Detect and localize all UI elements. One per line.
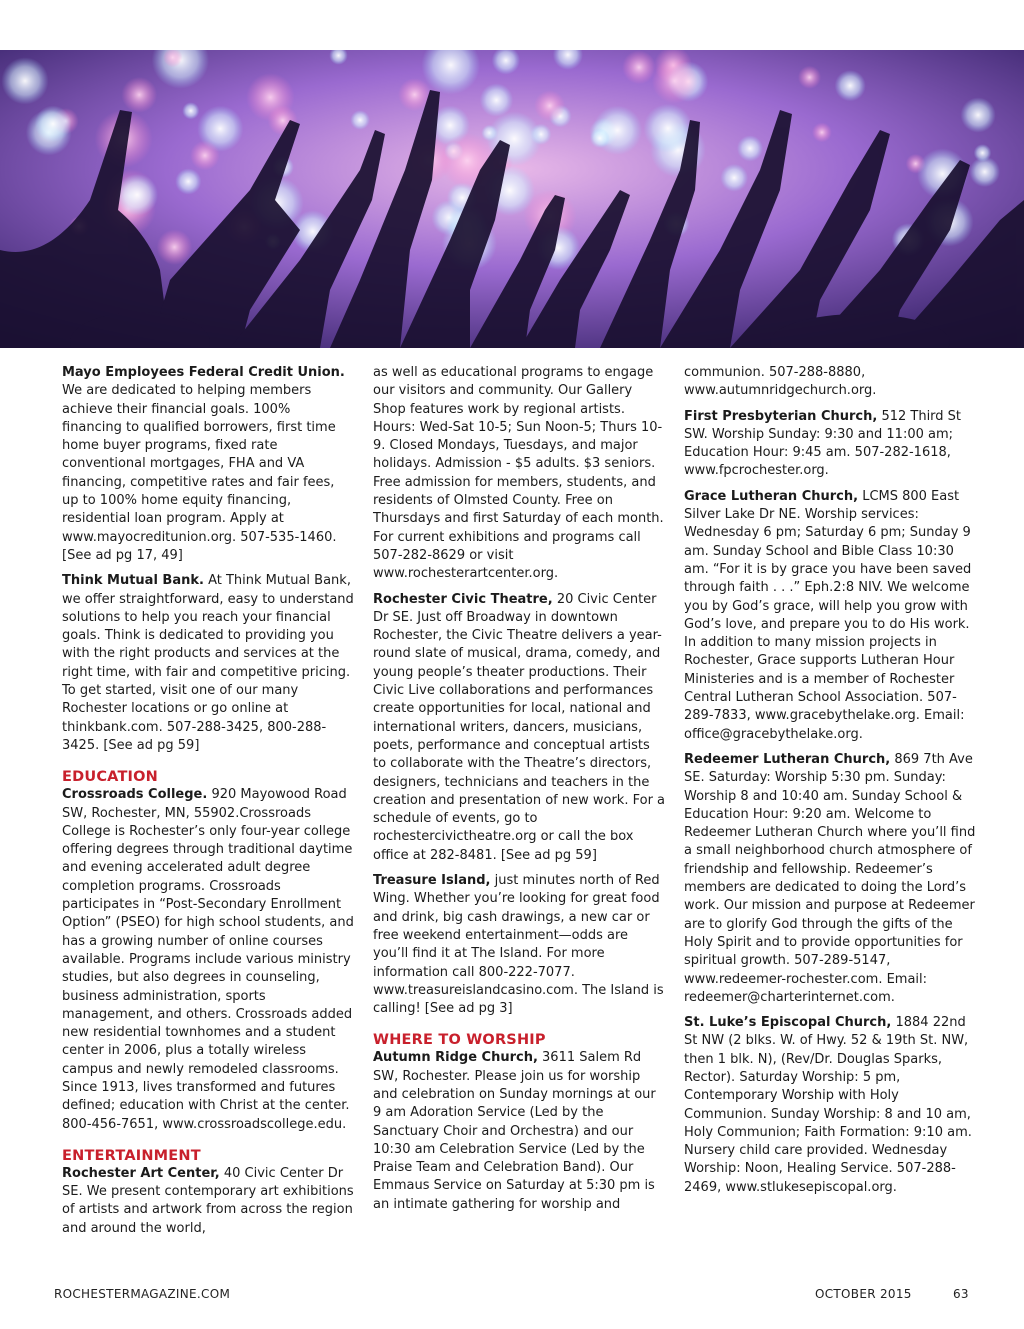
listing-name: St. Luke’s Episcopal Church, <box>684 1015 892 1031</box>
column-3 <box>684 364 976 1204</box>
listing-entry <box>373 591 665 865</box>
listing-entry <box>373 364 665 584</box>
listing-entry <box>684 1014 976 1197</box>
section-heading: WHERE TO WORSHIP <box>373 1032 546 1049</box>
listing-name: Rochester Civic Theatre, <box>373 591 553 607</box>
listing-name: Treasure Island, <box>373 873 491 889</box>
listing-text: LCMS 800 East Silver Lake Dr NE. Worship services: Wednesday 6 pm; Saturday 6 pm; Sunday 9 am. Sunday School and Bible Class 10:30 am. “For it is by grace you have been saved through faith . . .” Eph.2:8 NIV. We welcome you by God’s grace, will help you grow with God’s love, and prepare you to do His work. In addition to many mission projects in Rochester, Grace supports Lutheran Hour Ministeries and is a member of Rochester Central Lutheran School Association. 507-289-7833, www.gracebythelake.org. Email: office@gracebythelake.org. <box>684 488 972 742</box>
listing-name: Rochester Art Center, <box>62 1165 220 1181</box>
listing-text: 869 7th Ave SE. Saturday: Worship 5:30 pm. Sunday: Worship 8 and 10:40 am. Sunday School & Education Hour: 9:20 am. Welcome to Redeemer Lutheran Church where you’ll find a small neighborhood church atmosphere of friendship and fellowship. Redeemer’s members are dedicated to doing the Lord’s work. Our mission and purpose at Redeemer are to glorify God through the gifts of the Holy Spirit and to provide opportunities for spiritual growth. 507-289-5147, www.redeemer-rochester.com. Email: redeemer@charterinternet.com. <box>684 751 976 1005</box>
listing-entry <box>62 1165 354 1238</box>
listing-text: 40 Civic Center Dr SE. We present contemporary art exhibitions of artists and artwork from across the region and around the world, <box>62 1165 354 1236</box>
listing-text: 512 Third St SW. Worship Sunday: 9:30 and 11:00 am; Education Hour: 9:45 am. 507-282-1618, www.fpcrochester.org. <box>684 408 962 479</box>
listing-entry <box>62 364 354 565</box>
listing-name: Autumn Ridge Church, <box>373 1050 538 1066</box>
listing-text: 3611 Salem Rd SW, Rochester. Please join us for worship and celebration on Sunday mornings at our 9 am Adoration Service (Led by the Sanctuary Choir and Orchestra) and our 10:30 am Celebration Service (Led by the Praise Team and Celebration Band). Our Emmaus Service on Saturday at 5:30 pm is an intimate gathering for worship and <box>373 1050 656 1212</box>
listing-text: as well as educational programs to engage our visitors and community. Our Gallery Shop features work by regional artists. Hours: Wed-Sat 10-5; Sun Noon-5; Thurs 10-9. Closed Mondays, Tuesdays, and major holidays. Admission - $5 adults. $3 seniors. Free admission for members, students, and residents of Olmsted County. Free on Thursdays and first Saturday of each month. For current exhibitions and programs call 507-282-8629 or visit www.rochesterartcenter.org. <box>373 365 664 582</box>
listing-entry <box>684 751 976 1007</box>
listing-entry <box>684 364 976 401</box>
listing-name: Think Mutual Bank. <box>62 573 204 589</box>
listing-name: First Presbyterian Church, <box>684 408 878 424</box>
listing-text: 20 Civic Center Dr SE. Just off Broadway in downtown Rochester, the Civic Theatre delivers a year-round slate of musical, drama, comedy, and young people’s theater productions. Their Civic Live collaborations and performances create opportunities for local, national and international writers, dancers, musicians, poets, performance and conceptual artists to collaborate with the Theatre’s directors, designers, technicians and teachers in the creation and presentation of new work. For a schedule of events, go to rochestercivictheatre.org or call the box office at 282-8481. [See ad pg 59] <box>373 591 666 863</box>
footer-page-number: 63 <box>953 1287 969 1301</box>
listing-name: Crossroads College. <box>62 787 208 803</box>
listing-text: We are dedicated to helping members achieve their financial goals. 100% financing to qualified borrowers, first time home buyer programs, fixed rate conventional mortgages, FHA and VA financing, competitive rates and fair fees, up to 100% home equity financing, residential loan program. Apply at www.mayocreditunion.org. 507-535-1460. [See ad pg 17, 49] <box>62 383 337 563</box>
listing-entry <box>373 872 665 1018</box>
hero-photo <box>0 50 1024 348</box>
listing-entry <box>62 572 354 755</box>
listing-text: At Think Mutual Bank, we offer straightforward, easy to understand solutions to help you reach your financial goals. Think is dedicated to providing you with the right products and services at the right time, with fair and competitive pricing. To get started, visit one of our many Rochester locations or go online at thinkbank.com. 507-288-3425, 800-288-3425. [See ad pg 59] <box>62 573 354 753</box>
footer-issue-date: OCTOBER 2015 <box>815 1287 912 1301</box>
section-heading: ENTERTAINMENT <box>62 1147 201 1164</box>
concert-crowd-hands-photo <box>0 50 1024 348</box>
listing-entry <box>684 488 976 744</box>
listing-name: Redeemer Lutheran Church, <box>684 751 891 767</box>
listing-text: communion. 507-288-8880, www.autumnridgechurch.org. <box>684 365 877 399</box>
footer-site-url: ROCHESTERMAGAZINE.COM <box>54 1287 231 1301</box>
listing-text: 1884 22nd St NW (2 blks. W. of Hwy. 52 & 19th St. NW, then 1 blk. N), (Rev/Dr. Douglas Sparks, Rector). Saturday Worship: 5 pm, Contemporary Worship with Holy Communion. Sunday Worship: 8 and 10 am, Holy Communion; Faith Formation: 9:10 am. Nursery child care provided. Wednesday Worship: Noon, Healing Service. 507-288-2469, www.stlukesepiscopal.org. <box>684 1015 972 1195</box>
listing-entry <box>373 1049 665 1214</box>
column-1 <box>62 364 354 1245</box>
listing-entry <box>62 786 354 1134</box>
section-heading: EDUCATION <box>62 769 159 786</box>
listing-text: 920 Mayowood Road SW, Rochester, MN, 55902.Crossroads College is Rochester’s only four-year college offering degrees through traditional daytime and evening accelerated adult degree completion programs. Crossroads participates in “Post-Secondary Enrollment Option” (PSEO) for high school students, and has a growing number of online courses available. Programs include various ministry studies, but also degrees in counseling, business administration, sports management, and others. Crossroads added new residential townhomes and a student center in 2006, plus a totally wireless campus and newly remodeled classrooms. Since 1913, lives transformed and futures defined; education with Christ at the center. 800-456-7651, www.crossroadscollege.edu. <box>62 787 354 1132</box>
listing-name: Mayo Employees Federal Credit Union. <box>62 365 345 380</box>
listing-entry <box>684 408 976 481</box>
listing-text: just minutes north of Red Wing. Whether you’re looking for great food and drink, big cash drawings, a new car or free weekend entertainment—odds are you’ll find it at The Island. For more information call 800-222-7077. www.treasureislandcasino.com. The Island is calling! [See ad pg 3] <box>373 873 664 1017</box>
column-2 <box>373 364 665 1221</box>
listing-name: Grace Lutheran Church, <box>684 488 859 504</box>
